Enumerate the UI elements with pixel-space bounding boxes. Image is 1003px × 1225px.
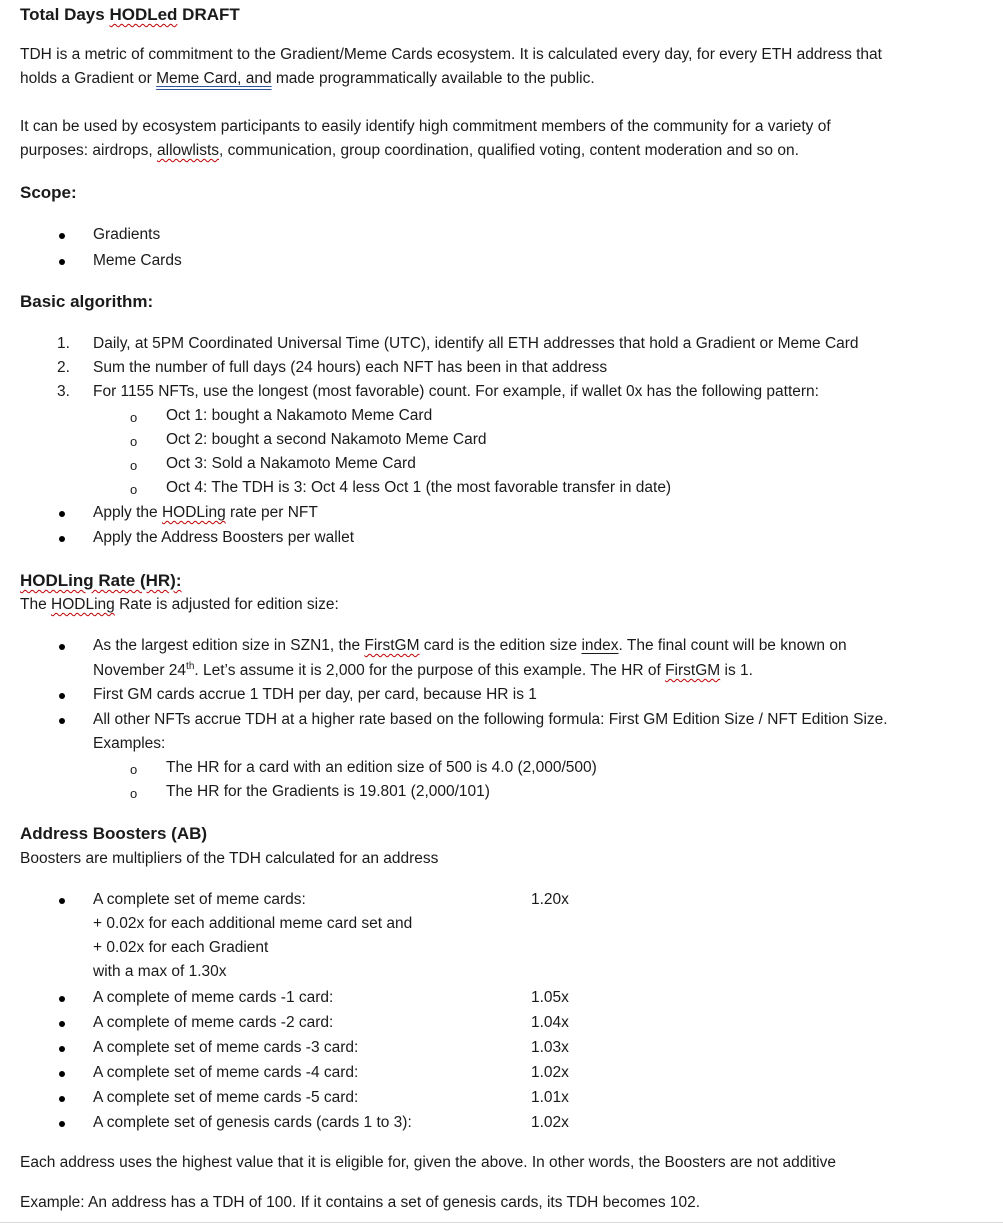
example-item: Oct 1: bought a Nakamoto Meme Card [166, 407, 433, 424]
hr-text: As the largest edition size in SZN1, the [93, 637, 365, 654]
ab-value: 1.05x [531, 989, 569, 1006]
sub-bullet-icon: o [130, 762, 138, 777]
page-bottom-divider [0, 1222, 1003, 1223]
ab-value: 1.02x [531, 1064, 569, 1081]
basic-misspelled-word: HODLing [161, 504, 226, 521]
scope-heading: Scope: [20, 183, 77, 202]
title-text-suffix: DRAFT [177, 5, 240, 24]
ab-example: Example: An address has a TDH of 100. If it contains a set of genesis cards, its TDH becomes 102. [20, 1194, 701, 1211]
intro-text: holds a Gradient or [20, 70, 157, 87]
basic-bullet-text: Apply the [93, 504, 162, 521]
ab-first-line: A complete set of meme cards: [93, 891, 306, 908]
example-item: Oct 3: Sold a Nakamoto Meme Card [166, 455, 416, 472]
sub-bullet-icon: o [130, 458, 138, 473]
hr-text: . Let’s assume it is 2,000 for the purpose of this example. The HR of [194, 662, 666, 680]
bullet-icon [59, 259, 65, 265]
hr-heading [20, 571, 181, 591]
sub-bullet-icon: o [130, 410, 138, 425]
usage-text-end: , communication, group coordination, qualified voting, content moderation and so on. [219, 142, 799, 159]
hr-example: The HR for a card with an edition size of 500 is 4.0 (2,000/500) [166, 759, 597, 776]
step-number: 2. [57, 359, 70, 376]
step-number: 1. [57, 335, 70, 352]
hr-misspelled-word: FirstGM [364, 637, 420, 654]
ab-row-label: A complete set of genesis cards (cards 1 to 3): [93, 1114, 412, 1131]
ab-first-line: with a max of 1.30x [93, 963, 227, 980]
sub-bullet-icon: o [130, 786, 138, 801]
step-text: Daily, at 5PM Coordinated Universal Time (UTC), identify all ETH addresses that hold a Gradient or Meme Card [93, 335, 859, 352]
hr-text: is 1. [720, 662, 753, 680]
document-title [20, 5, 240, 25]
hr-text: November 24 [93, 662, 187, 680]
hr-text: . The final count will be known on [618, 637, 847, 654]
scope-item: Gradients [93, 226, 161, 243]
usage-text: purposes: airdrops, [20, 142, 157, 159]
usage-misspelled-word: allowlists [157, 142, 220, 159]
ab-first-line: + 0.02x for each additional meme card set and [93, 915, 413, 932]
bullet-icon [59, 233, 65, 239]
ab-row-label: A complete set of meme cards -3 card: [93, 1039, 359, 1056]
step-number: 3. [57, 383, 70, 400]
ab-row-label: A complete of meme cards -2 card: [93, 1014, 334, 1031]
basic-bullet [93, 504, 318, 522]
ab-row-label: A complete set of meme cards -5 card: [93, 1089, 359, 1106]
ab-value: 1.20x [531, 891, 569, 908]
hr-superscript: th [186, 661, 195, 672]
ab-row-label: A complete set of meme cards -4 card: [93, 1064, 359, 1081]
ab-heading: Address Boosters (AB) [20, 824, 208, 843]
bullet-icon [59, 536, 65, 542]
title-misspelled-word: HODLed [109, 5, 178, 24]
bullet-icon [59, 898, 65, 904]
step-text: Sum the number of full days (24 hours) each NFT has been in that address [93, 359, 608, 376]
intro-line-2 [20, 70, 595, 88]
bullet-icon [59, 1121, 65, 1127]
bullet-icon [59, 1046, 65, 1052]
step-text: For 1155 NFTs, use the longest (most favorable) count. For example, if wallet 0x has the following pattern: [93, 383, 819, 400]
bullet-icon [59, 1071, 65, 1077]
hr-misspelled-word: HODLing [51, 596, 115, 613]
bullet-icon [59, 511, 65, 517]
bullet-icon [59, 996, 65, 1002]
bullet-icon [59, 644, 65, 650]
ab-note: Each address uses the highest value that it is eligible for, given the above. In other words, the Boosters are not additive [20, 1154, 836, 1171]
hr-example: The HR for the Gradients is 19.801 (2,000/101) [166, 783, 490, 800]
sub-bullet-icon: o [130, 482, 138, 497]
bullet-icon [59, 693, 65, 699]
ab-value: 1.03x [531, 1039, 569, 1056]
ab-value: 1.02x [531, 1114, 569, 1131]
hr-heading-text: HODLing Rate (HR): [20, 571, 182, 590]
scope-item: Meme Cards [93, 252, 182, 269]
hr-text: card is the edition size [419, 637, 582, 654]
basic-heading: Basic algorithm: [20, 292, 154, 311]
bullet-icon [59, 1096, 65, 1102]
basic-bullet-text-end: rate per NFT [225, 504, 318, 521]
hr-bullet-line [93, 661, 753, 680]
hr-bullet-line: Examples: [93, 735, 166, 752]
hr-underlined-word: index [581, 637, 619, 654]
hr-intro-text-end: Rate is adjusted for edition size: [114, 596, 339, 613]
title-text: Total Days [20, 5, 110, 24]
ab-value: 1.01x [531, 1089, 569, 1106]
bullet-icon [59, 718, 65, 724]
intro-line-1: TDH is a metric of commitment to the Gradient/Meme Cards ecosystem. It is calculated every day, for every ETH address that [20, 46, 882, 63]
hr-misspelled-word: FirstGM [665, 662, 721, 680]
hr-bullet-line: First GM cards accrue 1 TDH per day, per card, because HR is 1 [93, 686, 537, 703]
bullet-icon [59, 1021, 65, 1027]
usage-line-2 [20, 142, 799, 160]
hr-bullet-line [93, 637, 847, 655]
hr-intro [20, 596, 339, 614]
ab-first-line: + 0.02x for each Gradient [93, 939, 269, 956]
hr-intro-text: The [20, 596, 52, 613]
ab-row-label: A complete of meme cards -1 card: [93, 989, 334, 1006]
intro-grammar-flag: Meme Card, and [156, 70, 272, 87]
ab-intro: Boosters are multipliers of the TDH calculated for an address [20, 850, 439, 867]
ab-value: 1.04x [531, 1014, 569, 1031]
example-item: Oct 2: bought a second Nakamoto Meme Card [166, 431, 487, 448]
sub-bullet-icon: o [130, 434, 138, 449]
basic-bullet: Apply the Address Boosters per wallet [93, 529, 355, 546]
example-item: Oct 4: The TDH is 3: Oct 4 less Oct 1 (the most favorable transfer in date) [166, 479, 672, 496]
intro-text-end: made programmatically available to the public. [271, 70, 595, 87]
hr-bullet-line: All other NFTs accrue TDH at a higher rate based on the following formula: First GM Edition Size / NFT Edition Size. [93, 711, 888, 728]
usage-line-1: It can be used by ecosystem participants to easily identify high commitment members of the community for a variety of [20, 118, 831, 135]
